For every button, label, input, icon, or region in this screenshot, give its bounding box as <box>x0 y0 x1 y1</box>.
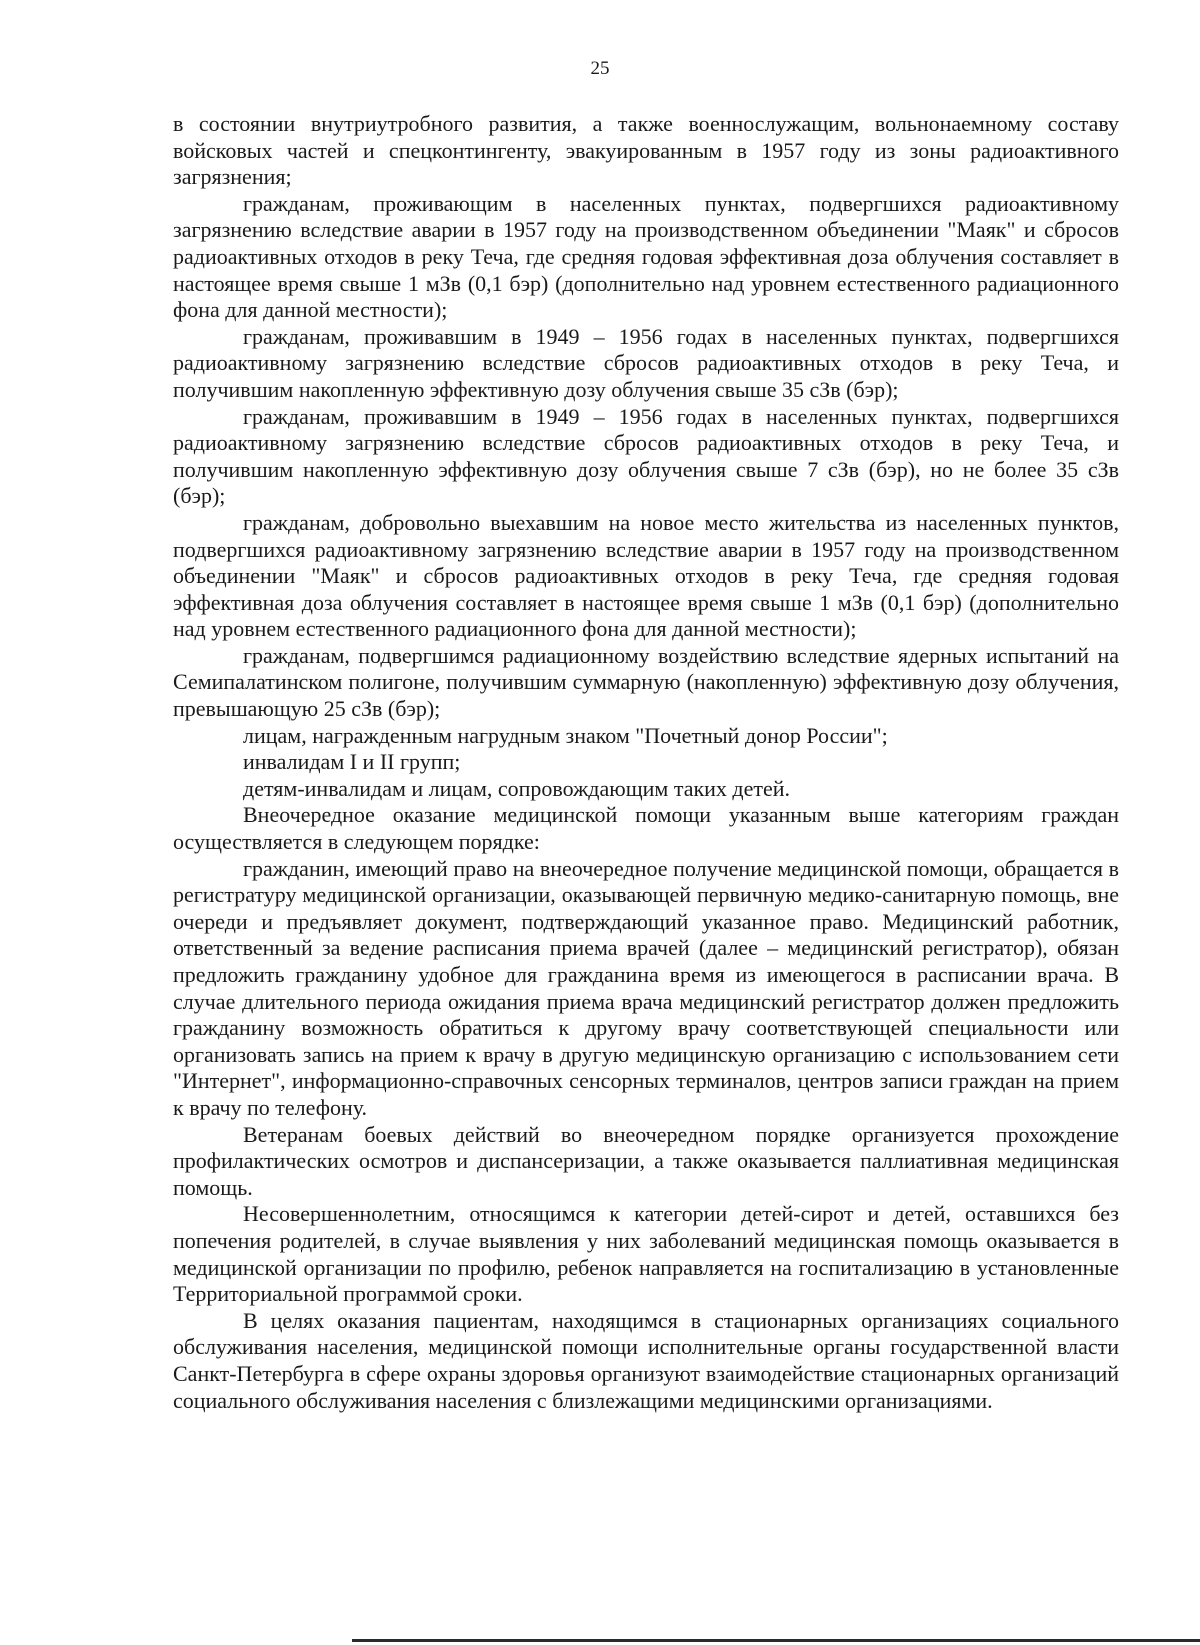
document-body <box>173 111 1119 1414</box>
paragraph-disabled-children: детям-инвалидам и лицам, сопровождающим таких детей. <box>243 775 791 801</box>
paragraph-techa-35-szv: гражданам, проживавшим в 1949 – 1956 годах в населенных пунктах, подвергшихся радиоактивному загрязнению вследствие сбросов радиоактивных отходов в реку Теча, и получившим накопленную эффективную дозу облучения свыше 35 сЗв (бэр); <box>173 323 1119 402</box>
paragraph-social-service: В целях оказания пациентам, находящимся в стационарных организациях социального обслуживания населения, медицинской помощи исполнительные органы государственной власти Санкт-Петербурга в сфере охраны здоровья организуют взаимодействие стационарных организаций социального обслуживания населения с близлежащими медицинскими организациями. <box>173 1307 1119 1413</box>
paragraph-voluntary-relocation: гражданам, добровольно выехавшим на новое место жительства из населенных пунктов, подвергшихся радиоактивному загрязнению вследствие аварии в 1957 году на производственном объединении "Маяк" и сбросов радиоактивных отходов в реку Теча, где средняя годовая эффективная доза облучения составляет в настоящее время свыше 1 мЗв (0,1 бэр) (дополнительно над уровнем естественного радиационного фона для данной местности); <box>173 509 1119 642</box>
paragraph-honorary-donor: лицам, награжденным нагрудным знаком "Почетный донор России"; <box>243 722 888 748</box>
paragraph-semipalatinsk: гражданам, подвергшимся радиационному воздействию вследствие ядерных испытаний на Семипалатинском полигоне, получившим суммарную (накопленную) эффективную дозу облучения, превышающую 25 сЗв (бэр); <box>173 642 1119 722</box>
paragraph-orphans: Несовершеннолетним, относящимся к категории детей-сирот и детей, оставшихся без попечения родителей, в случае выявления у них заболеваний медицинская помощь оказывается в медицинской организации по профилю, ребенок направляется на госпитализацию в установленные Территориальной программой сроки. <box>173 1201 1119 1307</box>
paragraph-mayak-residents: гражданам, проживающим в населенных пунктах, подвергшихся радиоактивному загрязнению вследствие аварии в 1957 году на производственном объединении "Маяк" и сбросов радиоактивных отходов в реку Теча, где средняя годовая эффективная доза облучения составляет в настоящее время свыше 1 мЗв (0,1 бэр) (дополнительно над уровнем естественного радиационного фона для данной местности); <box>173 190 1119 323</box>
paragraph-registry-procedure: гражданин, имеющий право на внеочередное получение медицинской помощи, обращается в регистратуру медицинской организации, оказывающей первичную медико-санитарную помощь, вне очереди и предъявляет документ, подтверждающий указанное право. Медицинский работник, ответственный за ведение расписания приема врачей (далее – медицинский регистратор), обязан предложить гражданину удобное для гражданина время из имеющегося в расписании врача. В случае длительного периода ожидания приема врача медицинский регистратор должен предложить гражданину возможность обратиться к другому врачу соответствующей специальности или организовать запись на прием к врачу в другую медицинскую организацию с использованием сети "Интернет", информационно-справочных сенсорных терминалов, центров записи граждан на прием к врачу по телефону. <box>173 855 1119 1120</box>
paragraph-procedure-intro: Внеочередное оказание медицинской помощи указанным выше категориям граждан осуществляется в следующем порядке: <box>173 802 1119 855</box>
bottom-scan-edge <box>352 1639 1200 1642</box>
paragraph-disabled-groups: инвалидам I и II групп; <box>243 749 461 775</box>
paragraph-continuation: в состоянии внутриутробного развития, а также военнослужащим, вольнонаемному составу войсковых частей и спецконтингенту, эвакуированным в 1957 году из зоны радиоактивного загрязнения; <box>173 111 1119 190</box>
paragraph-techa-7-35-szv: гражданам, проживавшим в 1949 – 1956 годах в населенных пунктах, подвергшихся радиоактивному загрязнению вследствие сбросов радиоактивных отходов в реку Теча, и получившим накопленную эффективную дозу облучения свыше 7 сЗв (бэр), но не более 35 сЗв (бэр); <box>173 403 1119 509</box>
page-number: 25 <box>590 58 610 79</box>
paragraph-combat-veterans: Ветеранам боевых действий во внеочередном порядке организуется прохождение профилактических осмотров и диспансеризации, а также оказывается паллиативная медицинская помощь. <box>173 1121 1119 1200</box>
